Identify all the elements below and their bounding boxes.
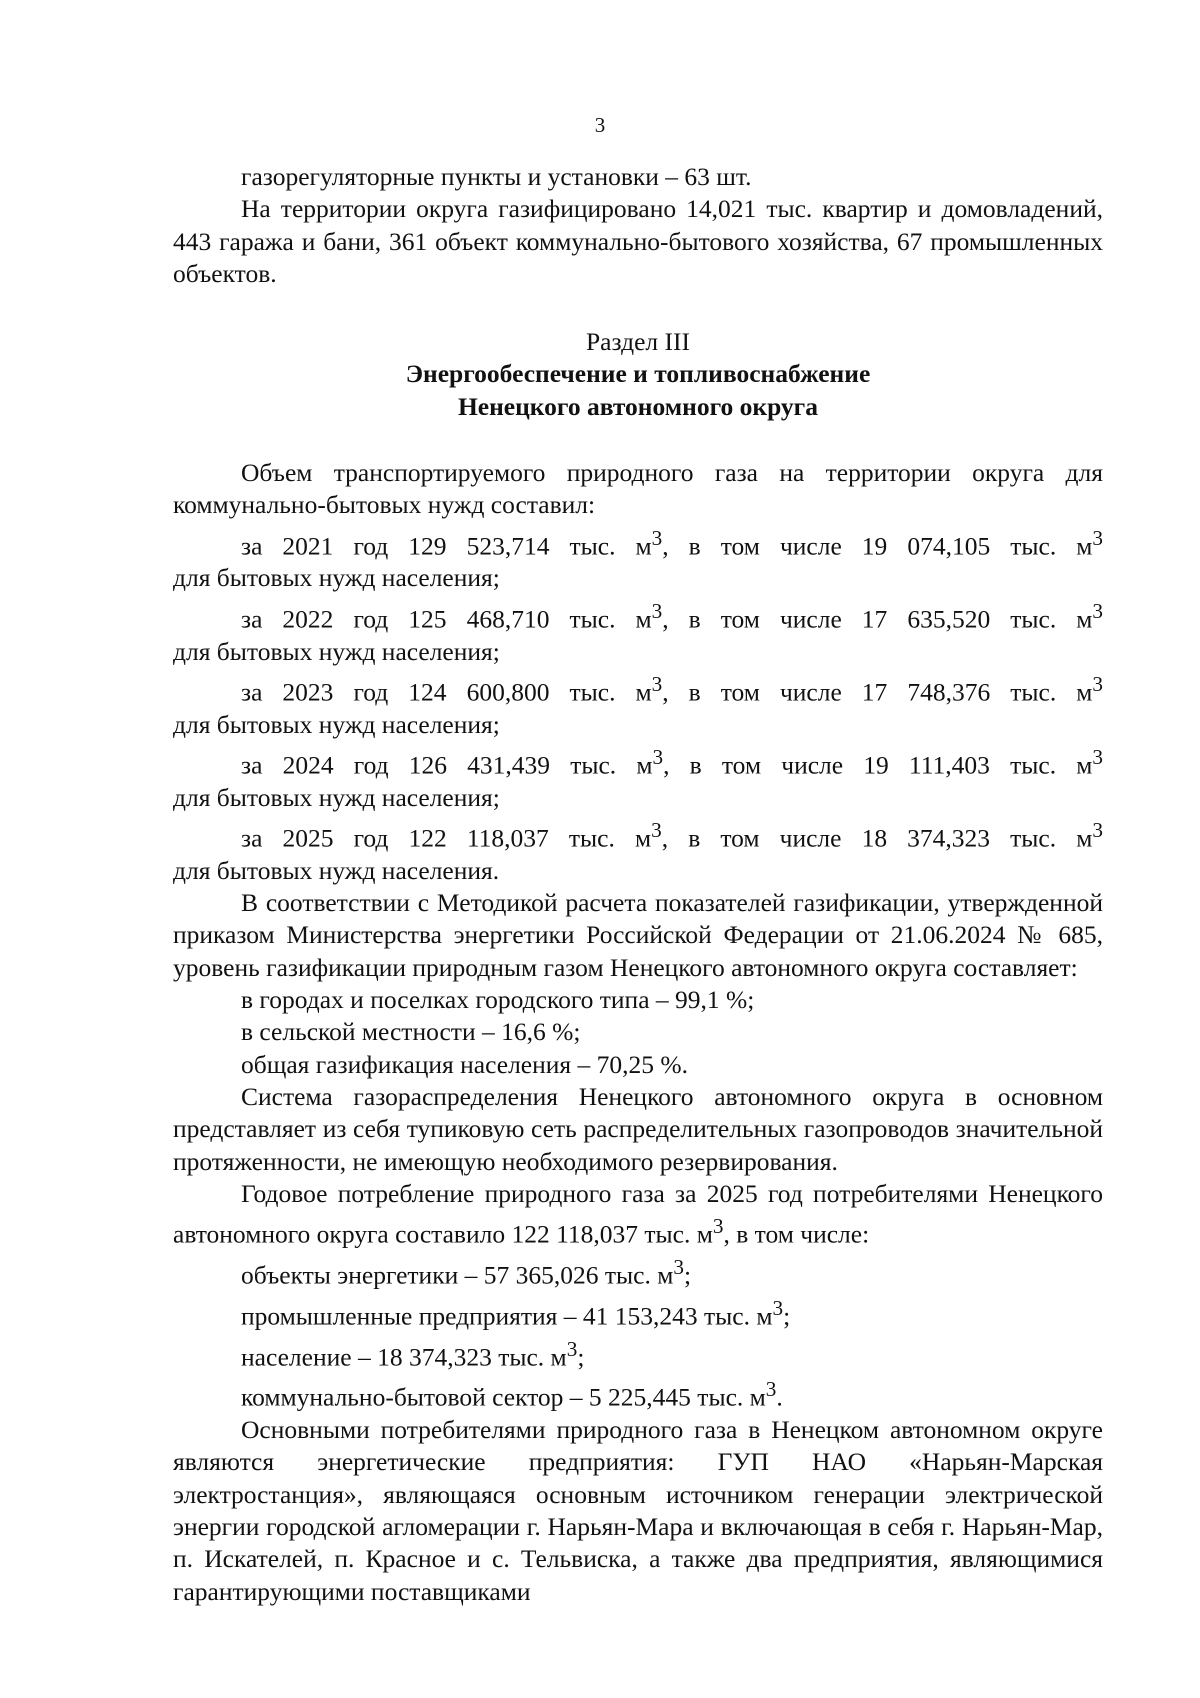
section-label: Раздел III — [586, 327, 690, 357]
gasification-level-rural: в сельской местности – 16,6 %; — [241, 1017, 581, 1047]
volume-purpose: для бытовых нужд населения. — [173, 855, 500, 885]
gasified-objects-paragraph: На территории округа газифицировано 14,021 тыс. квартир и домовладений, 443 гаража и бани, 361 объект коммунально-бытового хозяйства, 67 промышленных объектов. — [173, 194, 1103, 288]
volume-total: за 2024 год 126 431,439 тыс. м — [241, 750, 653, 780]
unit-superscript: 3 — [772, 1295, 784, 1320]
unit-superscript: 3 — [651, 671, 663, 696]
unit-superscript: 3 — [712, 1214, 724, 1239]
consumption-item-population: население – 18 374,323 тыс. $м^3$; — [241, 1336, 585, 1371]
unit-superscript: 3 — [1092, 818, 1103, 843]
section-title-line-2: Ненецкого автономного округа — [457, 391, 819, 421]
volume-purpose: для бытовых нужд населения; — [173, 563, 500, 593]
unit-superscript: 3 — [566, 1336, 578, 1361]
volume-household: , в том числе 19 074,105 тыс. м — [662, 531, 1093, 561]
volume-item — [173, 522, 1103, 595]
unit-superscript: 3 — [673, 1254, 684, 1279]
section-heading — [173, 326, 1103, 423]
consumption-item-industry: промышленные предприятия – 41 153,243 тыс. $м^3$; — [241, 1295, 791, 1331]
unit-superscript: 3 — [1092, 744, 1103, 769]
unit-superscript: 3 — [652, 744, 664, 769]
volume-item — [173, 814, 1103, 887]
volume-household: , в том числе 17 748,376 тыс. м — [662, 677, 1093, 707]
consumption-item-municipal: коммунально-бытовой сектор – 5 225,445 тыс. $м^3$. — [241, 1377, 783, 1412]
gasification-level-urban: в городах и поселках городского типа – 99,1 %; — [241, 985, 755, 1015]
main-consumers-paragraph: Основными потребителями природного газа в Ненецком автономном округе являются энергетические предприятия: ГУП НАО «Нарьян-Марская электростанция», являющаяся основным источником генерации электрической энергии городской агломерации г. Нарьян-Мара и включающая в себя г. Нарьян-Мар, п. Искателей, п. Красное и с. Тельвиска, а также два предприятия, являющимися гарантирующими поставщиками — [173, 1415, 1103, 1606]
unit-superscript: 3 — [651, 525, 663, 550]
unit-superscript: 3 — [1092, 525, 1103, 550]
distribution-system-paragraph: Система газораспределения Ненецкого автономного округа в основном представляет из себя тупиковую сеть распределительных газопроводов значительной протяженности, не имеющую необходимого резервирования. — [173, 1081, 1103, 1176]
unit-superscript: 3 — [765, 1377, 777, 1402]
intro-line: газорегуляторные пункты и установки – 63 шт. — [241, 162, 752, 191]
volume-total: за 2021 год 129 523,714 тыс. м — [241, 531, 652, 561]
unit-superscript: 3 — [651, 598, 663, 623]
volume-total: за 2023 год 124 600,800 тыс. м — [241, 677, 652, 707]
volume-intro-paragraph: Объем транспортируемого природного газа на территории округа для коммунально-бытовых нужд составил: — [173, 458, 1103, 520]
page-content — [173, 161, 1103, 1608]
volume-total: за 2025 год 122 118,037 тыс. м — [241, 823, 652, 853]
volume-household: , в том числе 17 635,520 тыс. м — [662, 604, 1093, 634]
volume-purpose: для бытовых нужд населения; — [173, 782, 500, 812]
volume-purpose: для бытовых нужд населения; — [173, 709, 500, 739]
page-number: 3 — [594, 113, 606, 137]
volume-list — [173, 522, 1103, 887]
volume-purpose: для бытовых нужд населения; — [173, 636, 500, 666]
volume-item — [173, 595, 1103, 668]
unit-superscript: 3 — [1092, 671, 1103, 696]
unit-superscript: 3 — [651, 818, 662, 843]
volume-household: , в том числе 18 374,323 тыс. м — [661, 823, 1093, 853]
volume-item — [173, 741, 1103, 814]
volume-household: , в том числе 19 111,403 тыс. м — [663, 750, 1093, 780]
volume-total: за 2022 год 125 468,710 тыс. м — [241, 604, 652, 634]
volume-item — [173, 668, 1103, 741]
methodology-paragraph: В соответствии с Методикой расчета показателей газификации, утвержденной приказом Министерства энергетики Российской Федерации от 21.06.2024 № 685, уровень газификации природным газом Ненецкого автономного округа составляет: — [173, 888, 1103, 982]
annual-consumption-paragraph: Годовое потребление природного газа за 2025 год потребителями Ненецкого автономного округа составило 122 118,037 тыс. $м^3$, в том числе: — [173, 1178, 1103, 1249]
section-title-line-1: Энергообеспечение и топливоснабжение — [405, 359, 871, 389]
gasification-level-total: общая газификация населения – 70,25 %. — [241, 1049, 689, 1079]
consumption-item-energy: объекты энергетики – 57 365,026 тыс. $м^3$; — [241, 1254, 692, 1290]
unit-superscript: 3 — [1092, 598, 1103, 623]
